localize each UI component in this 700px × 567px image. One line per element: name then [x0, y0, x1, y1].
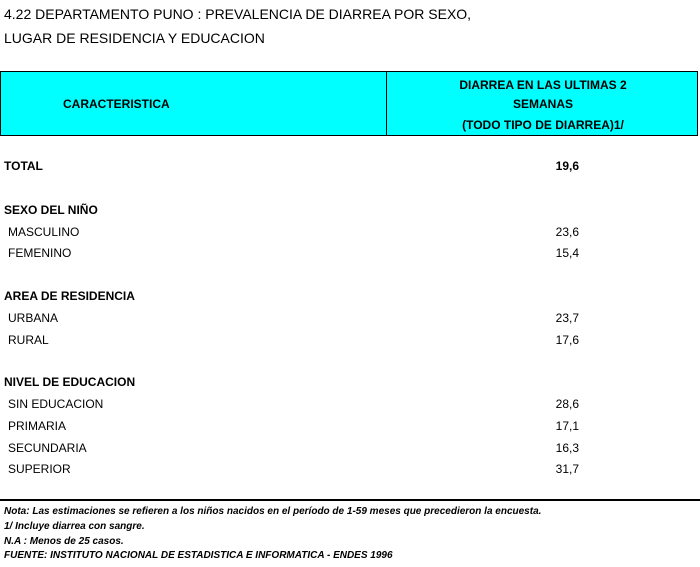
row-label: FEMENINO [8, 246, 72, 260]
table-row [0, 246, 700, 264]
footnote-na: N.A : Menos de 25 casos. [4, 536, 124, 547]
table-row [0, 333, 700, 351]
row-value: 17,6 [555, 333, 579, 347]
table-row [0, 419, 700, 437]
row-value: 16,3 [555, 441, 579, 455]
row-label: MASCULINO [8, 225, 80, 239]
footnote-1: 1/ Incluye diarrea con sangre. [4, 521, 145, 532]
row-label: PRIMARIA [8, 419, 67, 433]
row-label: SIN EDUCACION [8, 397, 104, 411]
page-subtitle: LUGAR DE RESIDENCIA Y EDUCACION [4, 30, 265, 46]
header-diarrhea-line2: SEMANAS [512, 97, 573, 111]
section-title-residence [0, 289, 700, 307]
footnote-source: FUENTE: INSTITUTO NACIONAL DE ESTADISTICA E INFORMATICA - ENDES 1996 [4, 550, 393, 561]
footer-divider [0, 499, 700, 501]
row-value: 17,1 [555, 419, 579, 433]
row-value: 28,6 [555, 397, 579, 411]
table-header [0, 71, 698, 136]
page-title: 4.22 DEPARTAMENTO PUNO : PREVALENCIA DE DIARREA POR SEXO, [4, 6, 472, 22]
header-diarrhea-line1: DIARREA EN LAS ULTIMAS 2 [459, 78, 627, 92]
row-label: URBANA [8, 311, 59, 325]
section-label: AREA DE RESIDENCIA [4, 289, 135, 303]
table-row [0, 441, 700, 459]
header-characteristic: CARACTERISTICA [63, 97, 170, 111]
section-label: NIVEL DE EDUCACION [4, 375, 136, 389]
table-row [0, 397, 700, 415]
footnote-nota: Nota: Las estimaciones se refieren a los niños nacidos en el período de 1-59 meses que precedieron la encuesta. [4, 506, 542, 517]
section-title-sex [0, 203, 700, 221]
table-row [0, 462, 700, 480]
table-row [0, 311, 700, 329]
row-value: 19,6 [555, 159, 579, 173]
row-label: TOTAL [4, 159, 43, 173]
row-value: 31,7 [555, 462, 579, 476]
row-value: 15,4 [555, 246, 579, 260]
section-title-education [0, 375, 700, 393]
row-label: SUPERIOR [8, 462, 71, 476]
table-row [0, 225, 700, 243]
section-label: SEXO DEL NIÑO [4, 203, 98, 217]
table-row-total [0, 159, 700, 177]
row-label: RURAL [8, 333, 49, 347]
row-value: 23,6 [555, 225, 579, 239]
row-label: SECUNDARIA [8, 441, 87, 455]
header-diarrhea-line3: (TODO TIPO DE DIARREA)1/ [462, 118, 624, 132]
row-value: 23,7 [555, 311, 579, 325]
